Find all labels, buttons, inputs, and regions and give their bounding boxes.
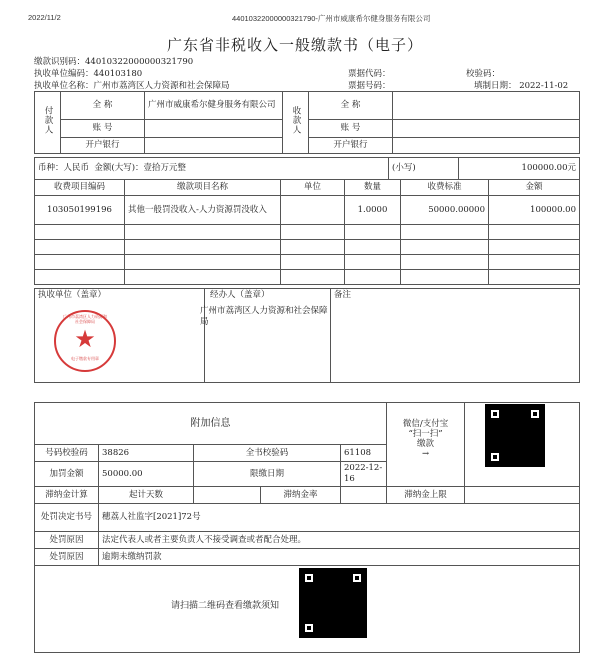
code-check-label: 号码校验码	[35, 445, 99, 462]
payer-name-label: 全 称	[61, 92, 145, 120]
cell-empty	[345, 240, 401, 255]
col-header-amount: 金额	[489, 180, 580, 196]
payee-account-label: 账 号	[309, 120, 393, 138]
stamp-text-bottom: 电子缴款专用章	[71, 356, 99, 361]
scan-label: “扫一扫”	[408, 429, 443, 439]
late-days-label: 起计天数	[99, 487, 194, 504]
book-check-label: 全书校验码	[194, 445, 341, 462]
amount-table	[34, 157, 580, 180]
cell-empty	[125, 270, 281, 285]
print-doc-title: 44010322000000321790-广州市威康希尔健身服务有限公司	[232, 14, 431, 23]
book-check-value: 61108	[341, 445, 387, 462]
qr-finder-icon	[302, 621, 316, 635]
cell-empty	[401, 255, 489, 270]
bill-code: 票据代码：	[348, 69, 391, 79]
pay-label: 缴款	[417, 439, 435, 449]
payer-name-value: 广州市威康希尔健身服务有限公司	[145, 92, 283, 120]
exec-unit-code: 执收单位编码：440103180	[34, 69, 143, 79]
amount-upper-text: 金额(大写)：壹拾万元整	[94, 163, 187, 173]
bill-no: 票据号码：	[348, 81, 391, 91]
payer-bank-label: 开户银行	[61, 138, 145, 154]
payee-account-value	[393, 120, 580, 138]
stamp-text-top: 广州市荔湾区人力资源和社会保障局	[63, 314, 107, 324]
pay-qr-code-icon[interactable]	[485, 404, 545, 467]
extra-title: 附加信息	[35, 403, 387, 445]
arrow-right-icon: →	[421, 449, 430, 459]
table-row	[35, 240, 580, 255]
remark-cell	[331, 289, 580, 383]
col-header-code: 收费项目编码	[35, 180, 125, 196]
amount-upper	[35, 158, 389, 180]
cell-empty	[489, 225, 580, 240]
payee-name-label: 全 称	[309, 92, 393, 120]
cell-empty	[345, 255, 401, 270]
code-check-value: 38826	[99, 445, 194, 462]
cell-empty	[281, 270, 345, 285]
table-row	[35, 270, 580, 285]
qr-finder-icon	[488, 450, 502, 464]
col-header-name: 缴款项目名称	[125, 180, 281, 196]
exec-unit-name: 执收单位名称：广州市荔湾区人力资源和社会保障局	[34, 81, 230, 91]
cell-empty	[35, 225, 125, 240]
payee-name-value	[393, 92, 580, 120]
table-row	[35, 255, 580, 270]
payer-account-value	[145, 120, 283, 138]
cell-empty	[281, 240, 345, 255]
col-header-qty: 数量	[345, 180, 401, 196]
late-rate-label: 滞纳金率	[261, 487, 341, 504]
payer-bank-value	[145, 138, 283, 154]
col-header-unit: 单位	[281, 180, 345, 196]
cell-empty	[35, 270, 125, 285]
table-row	[35, 225, 580, 240]
payee-bank-label: 开户银行	[309, 138, 393, 154]
cell-empty	[345, 225, 401, 240]
col-header-standard: 收费标准	[401, 180, 489, 196]
late-rate-value	[341, 487, 387, 504]
deadline-value: 2022-12-16	[341, 462, 387, 487]
handler-cell	[205, 289, 331, 383]
cell-empty	[489, 255, 580, 270]
notice-qr-code-icon[interactable]	[299, 568, 367, 638]
table-row	[35, 196, 580, 225]
cell-empty	[281, 225, 345, 240]
qr-finder-icon	[528, 407, 542, 421]
payer-payee-table	[34, 91, 580, 154]
payee-side-label: 收款人	[283, 92, 309, 154]
print-date: 2022/11/2	[28, 13, 61, 22]
amount-lower-value: 100000.00元	[459, 158, 580, 180]
official-stamp	[54, 310, 116, 372]
deadline-label: 限缴日期	[194, 462, 341, 487]
cell-empty	[401, 270, 489, 285]
surcharge-value: 50000.00	[99, 462, 194, 487]
payment-id: 缴款识别码：44010322000000321790	[34, 57, 194, 67]
decision-label: 处罚决定书号	[35, 504, 99, 532]
payee-bank-value	[393, 138, 580, 154]
cell-empty	[489, 240, 580, 255]
pay-hint-cell	[387, 403, 465, 487]
form-title: 广东省非税收入一般缴款书（电子）	[166, 36, 423, 54]
cell-empty	[401, 240, 489, 255]
late-days-value	[194, 487, 261, 504]
cell-empty	[125, 240, 281, 255]
amount-lower-label: (小写)	[389, 158, 459, 180]
reason2-value: 逾期未缴纳罚款	[99, 549, 580, 566]
payer-account-label: 账 号	[61, 120, 145, 138]
cell-empty	[281, 255, 345, 270]
handler-label: 经办人（盖章）	[210, 290, 270, 300]
reason2-label: 处罚原因	[35, 549, 99, 566]
wechat-label: 微信/支付宝	[402, 419, 449, 429]
cell-empty	[401, 225, 489, 240]
remark-label: 备注	[334, 290, 352, 300]
handler-value: 广州市荔湾区人力资源和社会保障局	[200, 306, 328, 327]
qr-finder-icon	[488, 407, 502, 421]
cell-empty	[125, 225, 281, 240]
surcharge-label: 加罚金额	[35, 462, 99, 487]
late-cap-label: 滞纳金上限	[387, 487, 465, 504]
exec-unit-label: 执收单位（盖章）	[38, 290, 107, 300]
scan-hint: 请扫描二维码查看缴款须知	[171, 601, 280, 611]
currency: 币种：人民币	[38, 163, 90, 173]
cell-empty	[345, 270, 401, 285]
fill-date: 填制日期： 2022-11-02	[474, 81, 569, 91]
decision-value: 穗荔人社监字[2021]72号	[99, 504, 580, 532]
reason-value: 法定代表人或者主要负责人不接受调查或者配合处理。	[99, 532, 580, 549]
late-cap-value	[465, 487, 580, 504]
cell-name: 其他一般罚没收入-人力资源罚没收入	[125, 196, 281, 225]
cell-standard: 50000.00000	[401, 196, 489, 225]
cell-empty	[35, 240, 125, 255]
cell-empty	[125, 255, 281, 270]
cell-empty	[489, 270, 580, 285]
reason-label: 处罚原因	[35, 532, 99, 549]
payer-side-label: 付款人	[35, 92, 61, 154]
late-calc-label: 滞纳金计算	[35, 487, 99, 504]
qr-finder-icon	[302, 571, 316, 585]
cell-amount: 100000.00	[489, 196, 580, 225]
signature-table	[34, 288, 580, 383]
cell-empty	[35, 255, 125, 270]
cell-unit	[281, 196, 345, 225]
qr-finder-icon	[350, 571, 364, 585]
cell-qty: 1.0000	[345, 196, 401, 225]
cell-code: 103050199196	[35, 196, 125, 225]
check-code: 校验码：	[466, 69, 501, 79]
items-table	[34, 179, 580, 285]
star-icon: ★	[74, 325, 96, 353]
